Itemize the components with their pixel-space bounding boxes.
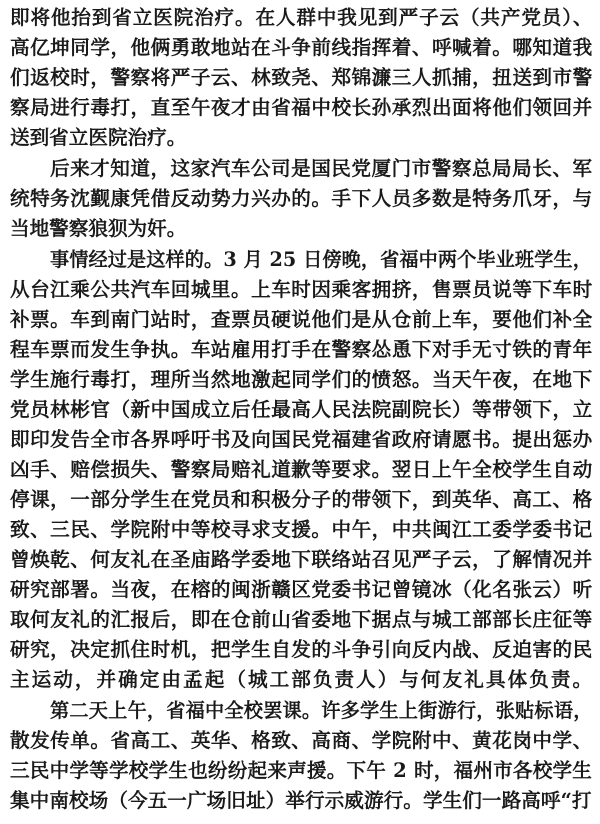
paragraph-first-line: 事情经过是这样的。3 月 25 日傍晚，省福中两个毕业班学生，	[50, 248, 592, 271]
text-line: 补票。车到南门站时，查票员硬说他们是从仓前上车，要他们补全	[10, 308, 593, 331]
paragraph-first-line: 第二天上午，省福中全校罢课。许多学生上街游行，张贴标语，	[50, 699, 593, 722]
text-line: 党员林彬官（新中国成立后任最高人民法院副院长）等带领下，立	[10, 398, 593, 421]
text-line: 即印发告全市各界呼吁书及向国民党福建省政府请愿书。提出惩办	[10, 428, 593, 451]
text-line: 程车票而发生争执。车站雇用打手在警察怂恿下对手无寸铁的青年	[10, 338, 593, 361]
text-line: 停课，一部分学生在党员和积极分子的带领下，到英华、高工、格	[10, 488, 593, 511]
text-line: 散发传单。省高工、英华、格致、高商、学院附中、黄花岗中学、	[10, 729, 593, 752]
text-line: 取何友礼的汇报后，即在仓前山省委地下据点与城工部部长庄征等	[10, 608, 593, 631]
paragraph-first-line: 后来才知道，这家汽车公司是国民党厦门市警察总局局长、军	[50, 157, 593, 180]
text-line: 三民中学等学校学生也纷纷起来声援。下午 2 时，福州市各校学生	[10, 759, 593, 782]
text-line: 们返校时，警察将严子云、林致尧、郑锦濂三人抓捕，扭送到市警	[10, 66, 593, 89]
text-line: 统特务沈觐康凭借反动势力兴办的。手下人员多数是特务爪牙，与	[10, 187, 593, 210]
text-line: 即将他抬到省立医院治疗。在人群中我见到严子云（共产党员）、	[10, 6, 594, 29]
text-line: 当地警察狼狈为奸。	[10, 217, 187, 240]
text-line: 高亿坤同学，他俩勇敢地站在斗争前线指挥着、呼喊着。哪知道我	[10, 36, 593, 59]
text-line: 送到省立医院治疗。	[10, 126, 187, 149]
text-line: 凶手、赔偿损失、警察局赔礼道歉等要求。翌日上午全校学生自动	[10, 458, 593, 481]
text-line: 曾焕乾、何友礼在圣庙路学委地下联络站召见严子云，了解情况并	[10, 548, 593, 571]
text-line: 学生施行毒打，理所当然地激起同学们的愤怒。当天午夜，在地下	[10, 368, 593, 391]
text-line: 从台江乘公共汽车回城里。上车时因乘客拥挤，售票员说等下车时	[10, 278, 593, 301]
text-line: 主运动，并确定由孟起（城工部负责人）与何友礼具体负责。	[10, 668, 594, 691]
document-page	[10, 0, 594, 824]
text-line: 集中南校场（今五一广场旧址）举行示威游行。学生们一路高呼“打	[10, 789, 592, 812]
text-line: 研究，决定抓住时机，把学生自发的斗争引向反内战、反迫害的民	[10, 638, 593, 661]
text-line: 致、三民、学院附中等校寻求支援。中午，中共闽江工委学委书记	[10, 518, 593, 541]
text-line: 察局进行毒打，直至午夜才由省福中校长孙承烈出面将他们领回并	[10, 96, 593, 119]
text-line: 研究部署。当夜，在榕的闽浙赣区党委书记曾镜冰（化名张云）听	[10, 578, 593, 601]
